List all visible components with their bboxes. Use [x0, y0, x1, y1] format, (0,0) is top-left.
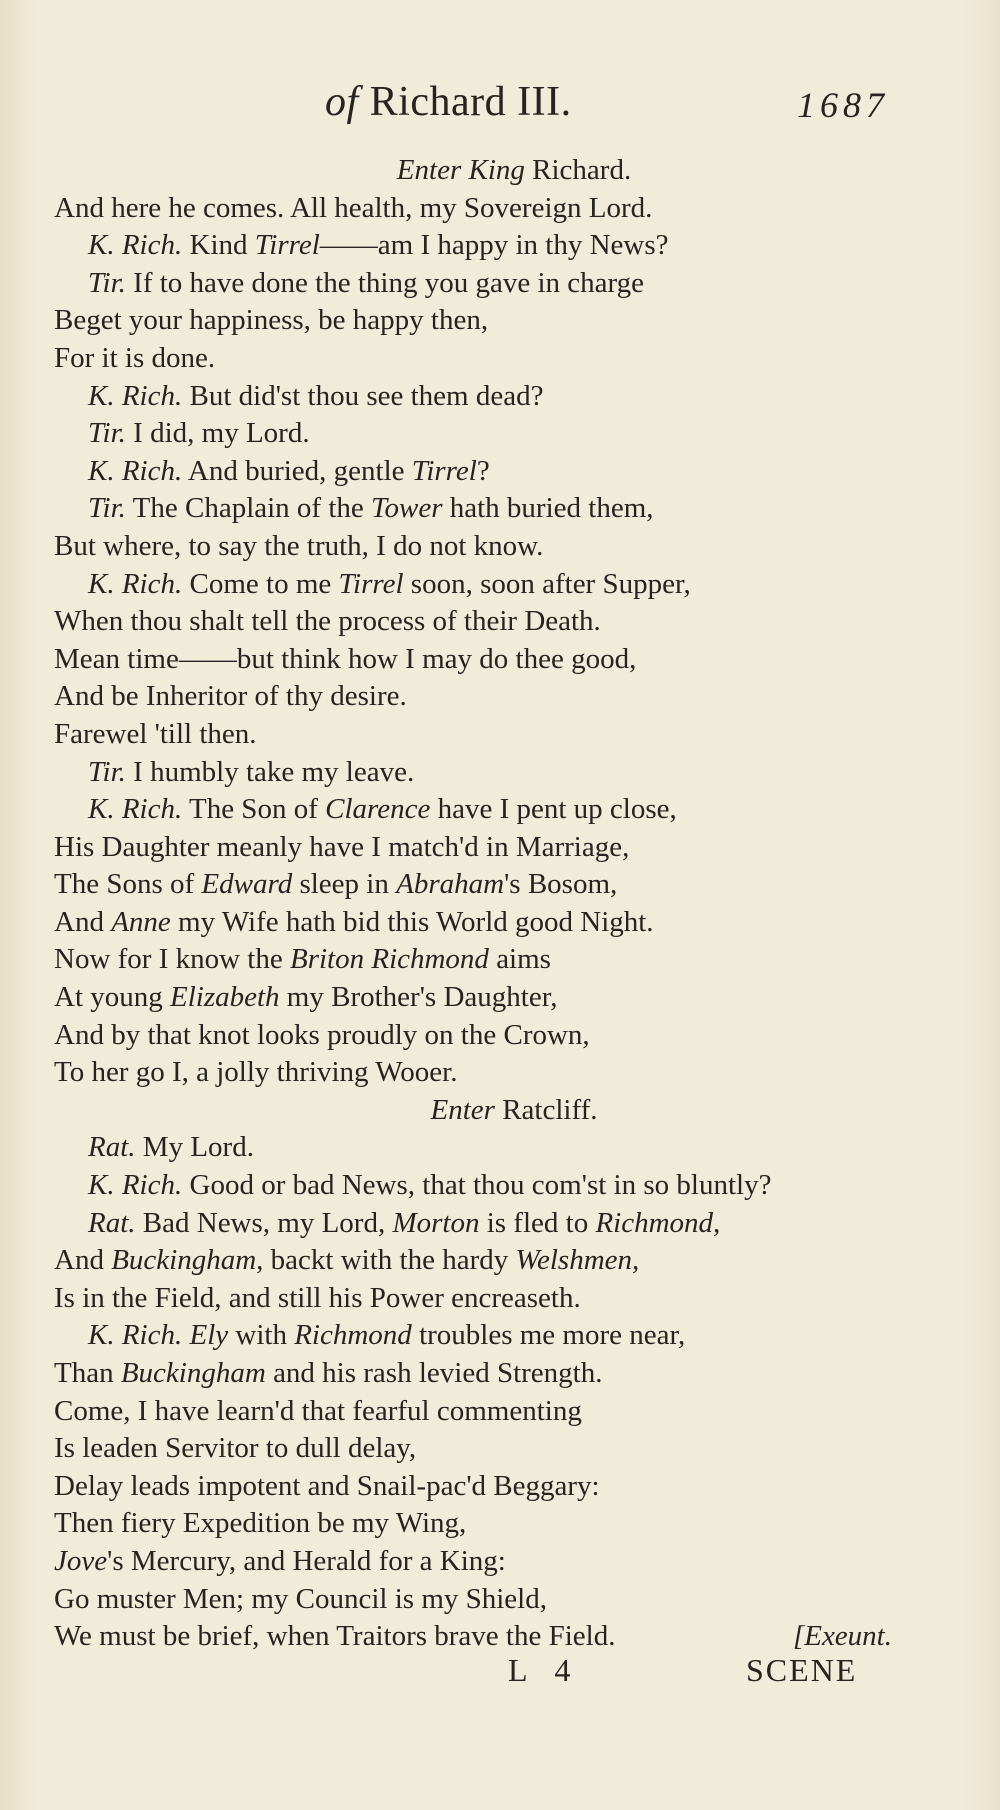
speech-line — [54, 1167, 954, 1205]
speech-line — [54, 1205, 954, 1243]
text-segment: and his rash levied Strength. — [265, 1357, 603, 1389]
text-segment: is fled to — [479, 1206, 596, 1239]
text-segment: Is leaden Servitor to dull delay, — [54, 1432, 417, 1465]
text-segment: The Chaplain of the — [125, 492, 372, 525]
speech-line — [54, 566, 954, 604]
italic-text: Edward — [201, 868, 293, 901]
page-number: 1687 — [797, 85, 889, 125]
speaker-name: K. Rich. — [88, 229, 183, 262]
verse-line — [54, 603, 954, 641]
text-segment: And be Inheritor of thy desire. — [54, 680, 407, 713]
speaker-name: Rat. — [88, 1206, 136, 1239]
text-segment: But did'st thou see them dead? — [182, 379, 544, 412]
text-segment: Then fiery Expedition be my Wing, — [54, 1507, 467, 1540]
text-segment: The Sons of — [54, 868, 202, 901]
text-segment: have I pent up close, — [430, 793, 677, 826]
text-segment: If to have done the thing you gave in charge — [125, 266, 644, 299]
page-header — [0, 78, 1000, 138]
text-segment: And buried, gentle — [182, 454, 412, 487]
text-segment: I humbly take my leave. — [125, 755, 415, 788]
verse-line — [54, 1280, 954, 1318]
verse-line — [54, 904, 954, 942]
text-segment: And here he comes. All health, my Sovereign Lord. — [54, 191, 653, 224]
text-segment: aims — [488, 943, 551, 976]
speaker-name: K. Rich. — [88, 1169, 183, 1202]
text-segment: backt with the hardy — [263, 1244, 516, 1277]
text-segment: Bad News, my Lord, — [135, 1206, 393, 1239]
verse-line — [54, 941, 954, 979]
text-segment: Kind — [182, 229, 255, 262]
text-segment: I did, my Lord. — [125, 417, 310, 450]
text-segment: Come to me — [182, 567, 339, 600]
text-segment: For it is done. — [54, 341, 216, 374]
running-title-main: Richard III. — [369, 79, 572, 125]
speech-line — [54, 453, 954, 491]
verse-line — [54, 1430, 954, 1468]
text-segment: My Lord. — [135, 1131, 254, 1164]
speaker-name: K. Rich. — [88, 567, 183, 600]
text-segment: my Brother's Daughter, — [279, 981, 558, 1014]
speech-line — [54, 265, 954, 303]
text-segment: ? — [476, 454, 490, 487]
speaker-name: K. Rich. — [88, 1319, 183, 1352]
verse-line — [54, 641, 954, 679]
speech-line — [54, 415, 954, 453]
text-segment: The Son of — [182, 793, 326, 826]
text-segment: Farewel 'till then. — [54, 717, 257, 750]
italic-text: Tirrel — [254, 229, 320, 262]
text-segment: ——am I happy in thy News? — [319, 229, 669, 262]
italic-text: Anne — [111, 905, 171, 938]
verse-line — [54, 1242, 954, 1280]
speaker-name: Tir. — [88, 755, 126, 788]
verse-line — [54, 1393, 954, 1431]
signature-mark: L 4 — [508, 1652, 581, 1688]
verse-line — [54, 866, 954, 904]
speaker-name: K. Rich. — [88, 793, 183, 826]
speaker-name: Tir. — [88, 266, 126, 299]
text-segment: my Wife hath bid this World good Night. — [170, 905, 654, 938]
speech-line — [54, 490, 954, 528]
speech-line — [54, 791, 954, 829]
verse-line — [54, 678, 954, 716]
text-segment — [182, 1319, 189, 1351]
italic-text: Enter King — [396, 154, 533, 186]
text-segment: Mean time——but think how I may do thee good, — [54, 642, 637, 675]
exit-direction: [Exeunt. — [792, 1620, 892, 1653]
speaker-name: Rat. — [88, 1131, 136, 1164]
text-segment: Go muster Men; my Council is my Shield, — [54, 1582, 547, 1615]
stage-direction — [54, 1092, 954, 1130]
text-segment: And — [54, 905, 112, 938]
italic-text: Enter — [430, 1093, 503, 1126]
speech-line — [54, 1317, 954, 1355]
text-segment: To her go I, a jolly thriving Wooer. — [54, 1056, 458, 1089]
text-segment: sleep in — [292, 868, 397, 901]
running-title-prefix: of — [325, 79, 359, 125]
text-segment: Than — [54, 1357, 121, 1389]
text-segment: with — [228, 1319, 295, 1352]
text-segment: When thou shalt tell the process of their Death. — [54, 605, 601, 638]
text-segment: Come, I have learn'd that fearful commenting — [54, 1394, 582, 1427]
verse-line — [54, 1054, 954, 1092]
italic-text: Abraham — [396, 868, 505, 901]
text-segment: But where, to say the truth, I do not know. — [54, 529, 544, 562]
text-segment: Beget your happiness, be happy then, — [54, 304, 489, 337]
verse-line — [54, 716, 954, 754]
text-segment: Richard. — [532, 154, 632, 186]
italic-text: Welshmen, — [515, 1244, 640, 1277]
text-segment: 's Bosom, — [504, 868, 618, 901]
verse-line — [54, 340, 954, 378]
italic-text: Briton Richmond — [289, 943, 489, 976]
italic-text: Tower — [371, 492, 443, 525]
speaker-name: Tir. — [88, 492, 126, 525]
italic-text: Elizabeth — [170, 981, 280, 1014]
italic-text: Richmond, — [595, 1206, 721, 1239]
verse-line — [54, 1468, 954, 1506]
text-segment: 's Mercury, and Herald for a King: — [107, 1544, 506, 1577]
catchword: SCENE — [746, 1652, 858, 1688]
italic-text: Tirrel — [338, 567, 404, 600]
italic-text: Ely — [189, 1319, 229, 1352]
verse-line — [54, 1581, 954, 1619]
text-segment: soon, soon after Supper, — [403, 567, 691, 600]
italic-text: Richmond — [294, 1319, 412, 1352]
italic-text: Buckingham, — [111, 1244, 264, 1277]
text-segment: And by that knot looks proudly on the Crown, — [54, 1018, 590, 1051]
italic-text: Jove — [54, 1544, 108, 1577]
verse-line — [54, 1017, 954, 1055]
speech-line — [54, 227, 954, 265]
text-segment: We must be brief, when Traitors brave the Field. — [54, 1620, 616, 1653]
text-segment: Delay leads impotent and Snail-pac'd Beggary: — [54, 1469, 600, 1502]
italic-text: Morton — [392, 1206, 480, 1239]
speaker-name: K. Rich. — [88, 454, 183, 487]
page-footer — [0, 1652, 1000, 1702]
text-segment: Good or bad News, that thou com'st in so bluntly? — [182, 1169, 772, 1202]
verse-line — [54, 979, 954, 1017]
verse-line — [54, 528, 954, 566]
text-segment: hath buried them, — [442, 492, 654, 525]
verse-line — [54, 1543, 954, 1581]
stage-direction — [54, 152, 954, 190]
text-segment: Ratcliff. — [502, 1093, 598, 1126]
verse-line — [54, 1505, 954, 1543]
text-segment: troubles me more near, — [411, 1319, 686, 1352]
verse-line — [54, 1618, 954, 1656]
verse-line — [54, 190, 954, 228]
italic-text: Clarence — [325, 793, 431, 826]
running-title — [325, 78, 572, 126]
speaker-name: Tir. — [88, 417, 126, 450]
italic-text: Tirrel — [411, 454, 477, 487]
text-segment: Now for I know the — [54, 943, 290, 976]
text-segment: At young — [54, 981, 170, 1014]
text-segment: His Daughter meanly have I match'd in Marriage, — [54, 830, 630, 863]
verse-line — [54, 829, 954, 867]
verse-line — [54, 1355, 954, 1393]
play-text — [54, 152, 954, 1656]
speech-line — [54, 754, 954, 792]
speech-line — [54, 1129, 954, 1167]
text-segment: And — [54, 1244, 112, 1277]
speech-line — [54, 378, 954, 416]
text-segment: Is in the Field, and still his Power encreaseth. — [54, 1281, 581, 1314]
speaker-name: K. Rich. — [88, 379, 183, 412]
italic-text: Buckingham — [120, 1357, 266, 1389]
verse-line — [54, 302, 954, 340]
